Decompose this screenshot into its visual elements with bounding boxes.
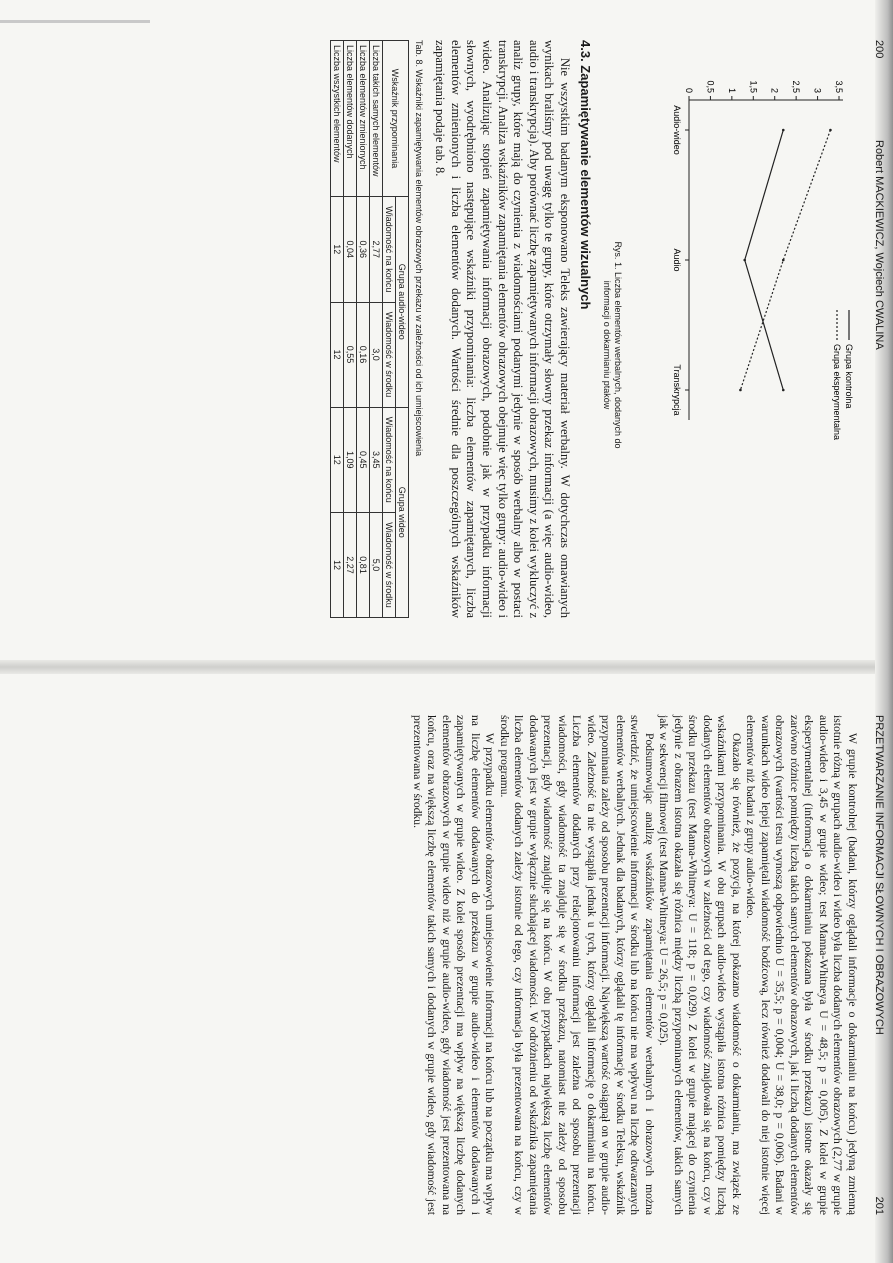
row-label: Liczba elementów zmienionych	[356, 41, 369, 197]
legend-label: Grupa eksperymentalna	[832, 344, 842, 441]
data-point	[782, 129, 785, 132]
table-row	[343, 41, 356, 618]
y-tick-label: 3	[812, 87, 823, 93]
section-block	[330, 40, 593, 618]
sub-header: Wiadomość na końcu	[382, 197, 395, 303]
paragraph: Podsumowując analizę wskaźników zapamiętania elementów werbalnych i obrazowych można stwierdzić, że umiejscowienie informacji w środku lub na końcu nie ma wpływu na liczbę odtwarzanych elementów werbalnych. Jednak dla badanych, którzy oglądali tę informację w środku Teleksu, wskaźnik przypominania zależy od sposobu prezentacji informacji. Największą wartość osiągnął on w grupie audio-wideo. Zależność ta nie wystąpiła jednak u tych, którzy oglądali informację o dokarmianiu na końcu. Liczba elementów dodanych przy relacjonowaniu informacji jest zależna od sposobu prezentacji wiadomości, gdy wiadomość ta znajduje się w środku przekazu, natomiast nie zależy od sposobu prezentacji, gdy wiadomość znajduje się na końcu. W obu przypadkach największą liczbę elementów dodawanych jest w grupie wyłącznie słuchającej wiadomości. W odróżnieniu od wskaźnika zapamiętania liczba elementów dodanych zależy istotnie od tego, czy informacja była prezentowana na końcu, czy w środku programu.	[498, 715, 656, 1215]
cell: 12	[330, 302, 343, 407]
cell: 0,04	[343, 197, 356, 303]
paragraph: Okazało się również, że pozycja, na której pokazano wiadomość o dokarmianiu, ma związek ze wskaźnikami przypominania. W obu grupach audio-wideo wystąpiła istotna różnica pomiędzy liczbą dodanych elementów obrazowych w zależności od tego, czy wiadomość znajdowała się na końcu, czy w środku przekazu (test Manna-Whitneya: U = 118; p = 0,029). Z kolei w grupie mającej do czynienia jedynie z obrazem istotna okazała się różnica między liczbą przypominanych elementów, takich samych jak w sekwencji filmowej (test Manna-Whitneya: U = 26,5; p = 0,025).	[657, 715, 743, 1215]
running-head: PRZETWARZANIE INFORMACJI SŁOWNYCH I OBRAZOWYCH	[873, 715, 885, 1035]
cell: 3,0	[369, 302, 382, 407]
group-header: Grupa wideo	[395, 407, 408, 618]
row-label: Liczba takich samych elementów	[369, 41, 382, 197]
paragraph: Nie wszystkim badanym eksponowano Teleks zawierający materiał werbalny. W dotychczas omawianych wynikach braliśmy pod uwagę tylko te grupy, które otrzymały słowny przekaz informacji (a więc audio-wideo, audio i transkrypcja). Aby porównać liczbę zapamiętywanych informacji obrazowych, musimy z kolei wykluczyć z analiz grupy, które mają do czynienia z wiadomościami podanymi jedynie w sposób werbalny albo w postaci transkrypcji. Analiza wskaźników zapamiętania elementów obrazowych obejmuje więc tylko grupy: audio-wideo i wideo. Analizując stopień zapamiętywania informacji obrazowych, podobnie jak w przypadku informacji słownych, wyodrębniono następujące wskaźniki przypominania: liczba elementów zapamiętanych, liczba elementów zmienionych i liczba elementów dodanych. Wartości średnie dla poszczególnych wskaźników zapamiętania podaje tab. 8.	[433, 40, 572, 618]
x-tick-label: Transkrypcja	[672, 364, 682, 416]
data-point	[782, 389, 785, 392]
cell: 12	[330, 407, 343, 513]
series-line-1	[740, 130, 830, 390]
cell: 12	[330, 197, 343, 303]
page-body	[410, 715, 860, 1215]
data-point	[782, 259, 785, 262]
y-tick-label: 1	[726, 87, 737, 93]
table-row	[369, 41, 382, 618]
running-head: Robert MACKIEWICZ, Wojciech CWALINA	[873, 140, 885, 350]
cell: 2,77	[369, 197, 382, 303]
x-tick-label: Audio-wideo	[672, 105, 682, 155]
x-tick-label: Audio	[672, 248, 682, 272]
page-fold	[0, 660, 893, 674]
page-201	[0, 675, 893, 1255]
legend-label: Grupa kontrolna	[844, 344, 854, 409]
page-number: 201	[873, 1196, 885, 1215]
data-point	[743, 259, 746, 262]
row-header: Wskaźnik przypominania	[382, 41, 408, 197]
page-number: 200	[873, 40, 885, 59]
row-label: Liczba elementów dodanych	[343, 41, 356, 197]
row-label: Liczba wszystkich elementów	[330, 41, 343, 197]
cell: 5,0	[369, 513, 382, 618]
group-header: Grupa audio-wideo	[395, 197, 408, 407]
y-tick-label: 2	[769, 87, 780, 93]
table-row	[356, 41, 369, 618]
cell: 1,09	[343, 407, 356, 513]
series-line-0	[745, 130, 784, 390]
cell: 0,16	[356, 302, 369, 407]
sub-header: Wiadomość w środku	[382, 513, 395, 618]
sub-header: Wiadomość w środku	[382, 302, 395, 407]
y-tick-label: 3,5	[834, 80, 844, 93]
y-tick-label: 2,5	[791, 80, 802, 93]
table-caption: Tab. 8. Wskaźniki zapamiętywania elementów obrazowych przekazu w zależności od ich umiejscowienia	[413, 40, 424, 457]
table-8	[330, 40, 409, 618]
table-row	[330, 41, 343, 618]
cell: 12	[330, 513, 343, 618]
data-point	[739, 389, 742, 392]
section-body	[432, 40, 572, 618]
y-tick-label: 0	[684, 87, 694, 93]
figure-1-chart	[609, 60, 859, 530]
figure-caption: Rys. 1. Liczba elementów werbalnych, dodanych do informacji o dokarmianiu ptaków	[602, 241, 623, 449]
paragraph: W przypadku elementów obrazowych umiejscowienie informacji na końcu lub na początku ma wpływ na liczbę elementów dodawanych do przekazu w grupie audio-wideo i elementów dodawanych i zapamiętywanych w grupie wideo. Z kolei sposób prezentacji ma wpływ na większą liczbę dodanych elementów obrazowych w grupie wideo niż w grupie audio-wideo, gdy wiadomość jest prezentowana na końcu, oraz na większą liczbę elementów takich samych i dodanych w grupie wideo, gdy wiadomość jest prezentowana w środku.	[411, 715, 497, 1215]
sub-header: Wiadomość na końcu	[382, 407, 395, 513]
y-tick-label: 0,5	[705, 80, 716, 93]
cell: 0,55	[343, 302, 356, 407]
cell: 3,45	[369, 407, 382, 513]
page-header	[863, 715, 885, 1215]
cell: 0,36	[356, 197, 369, 303]
page-header	[863, 40, 885, 620]
y-tick-label: 1,5	[748, 80, 759, 93]
cell: 2,27	[343, 513, 356, 618]
paragraph: W grupie kontrolnej (badani, którzy oglądali informacje o dokarmianiu na końcu) jedyną zmienną istotnie różną w grupach audio-wideo i wideo była liczba dodanych elementów obrazowych (2,77 w grupie audio-wideo i 3,45 w grupie wideo; test Manna-Whitneya U = 48,5; p = 0,005). Z kolei w grupie eksperymentalnej (informacja o dokarmianiu pokazana była w środku przekazu) istotne okazały się zarówno różnice pomiędzy liczbą takich samych elementów obrazowych, jak i liczbą dodanych elementów obrazowych (wartości testu wynoszą odpowiednio U = 35,5; p = 0,004; U = 38,0; p = 0,006). Badani w warunkach wideo lepiej zapamiętali wiadomość bodźcową, lecz również dodawali do niej istotnie więcej elementów niż badani z grupy audio-wideo.	[744, 715, 859, 1215]
data-point	[829, 129, 832, 132]
cell: 0,45	[356, 407, 369, 513]
cell: 0,81	[356, 513, 369, 618]
section-title: 4.3. Zapamiętywanie elementów wizualnych	[578, 40, 593, 310]
